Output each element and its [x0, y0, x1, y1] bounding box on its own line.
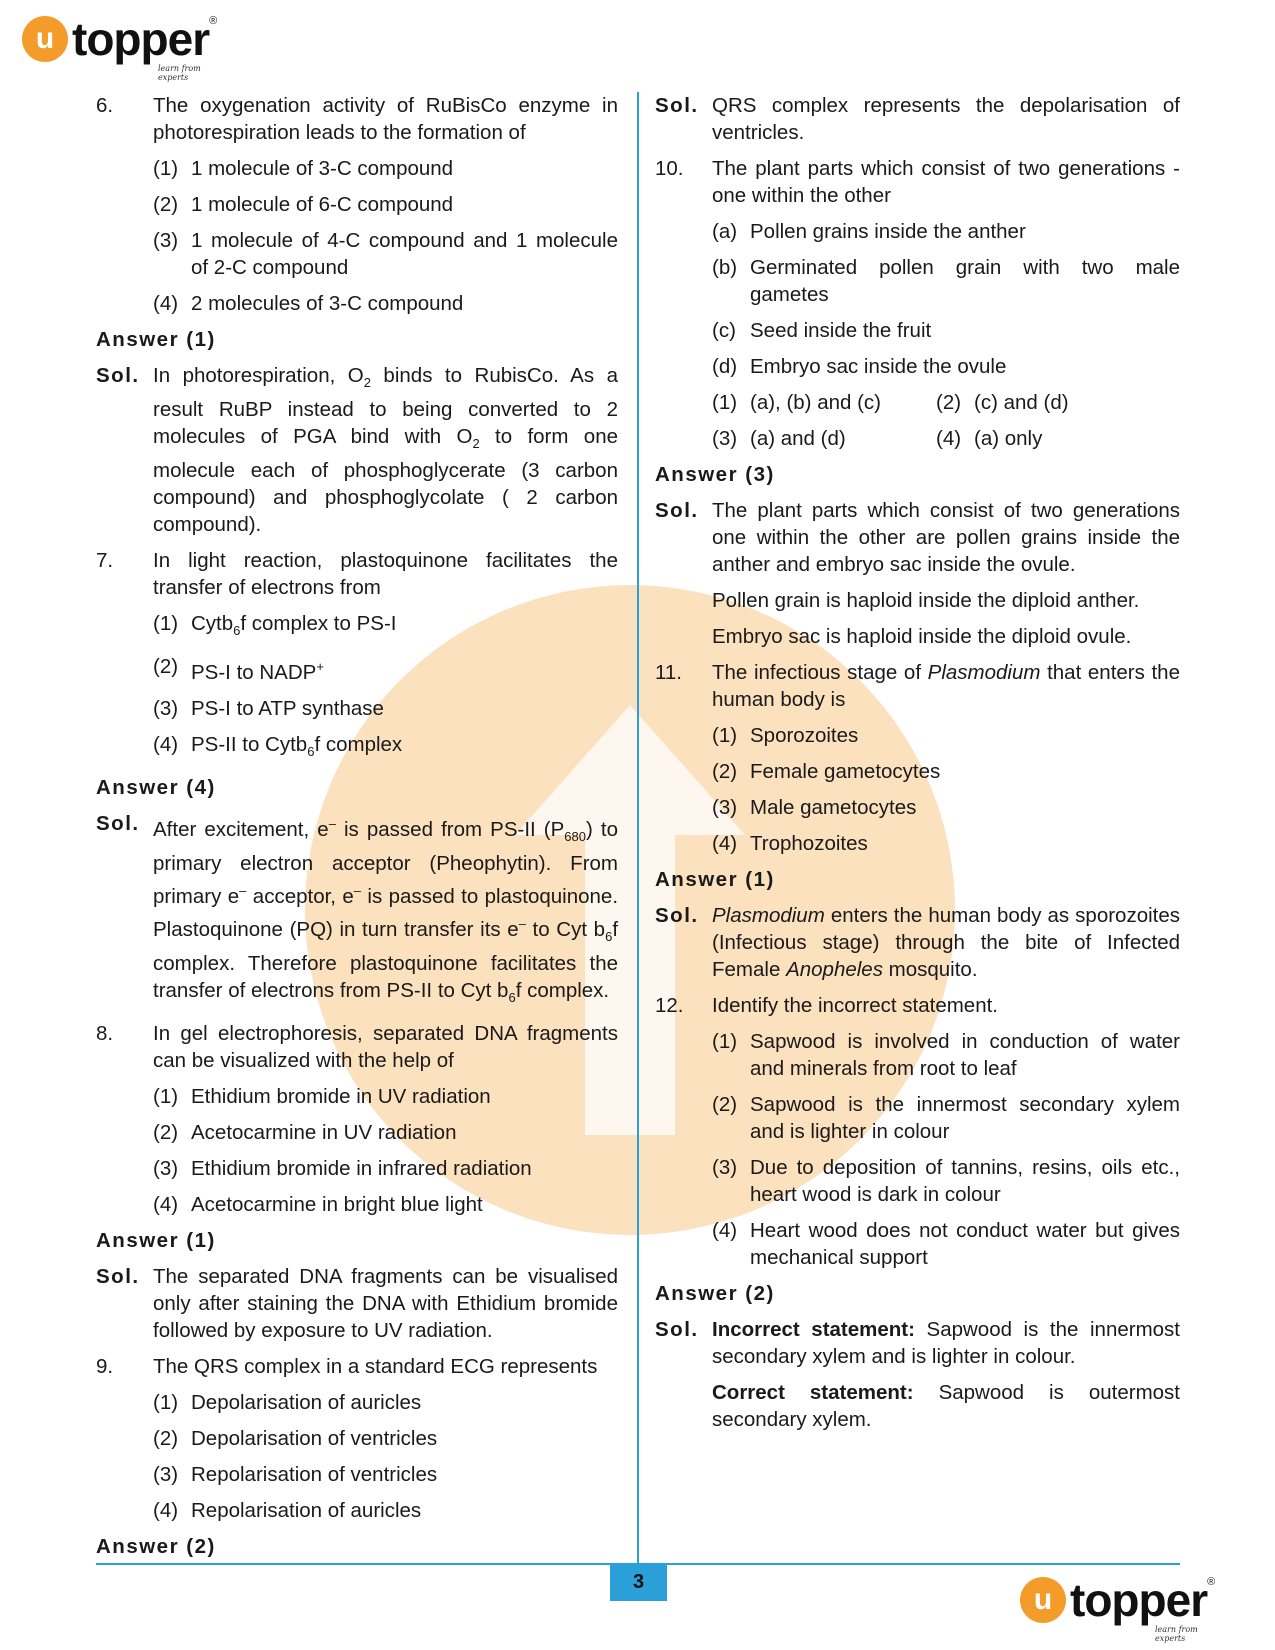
solution-text: After excitement, e– is passed from PS-II $(P_{680})$ to primary electron acceptor (Pheophytin). From primary e– acceptor, e– is passed to plastoquinone. Plastoquinone (PQ) in turn transfer its e– to Cyt $b_6f$ complex. Therefore plastoquinone facilitates the transfer of electrons from PS-II to Cyt $b_6f$ complex. [153, 816, 619, 1005]
left-column [96, 92, 618, 1569]
solution [655, 902, 1180, 983]
solution-paragraph: Pollen grain is haploid inside the diploid anther. [712, 589, 1140, 612]
answer: Answer (2) [96, 1534, 216, 1558]
question-text: Identify the incorrect statement. [712, 994, 998, 1017]
option: (1) Ethidium bromide in UV radiation [153, 1084, 491, 1108]
option: (2) Acetocarmine in UV radiation [153, 1120, 457, 1144]
solution-paragraph: Correct statement: Sapwood is outermost secondary xylem. [712, 1381, 1180, 1431]
topper-badge-icon: u [22, 16, 68, 62]
option: (4) Repolarisation of auricles [153, 1498, 422, 1522]
option: (2) Female gametocytes [712, 760, 941, 783]
solution [96, 362, 618, 538]
answer: Answer (1) [655, 868, 775, 891]
solution [655, 92, 1180, 146]
question-9 [96, 1353, 618, 1380]
option: (3) Male gametocytes [712, 796, 917, 819]
question-text: The oxygenation activity of RuBisCo enzyme in photorespiration leads to the formation of [153, 94, 618, 144]
option: (1) 1 molecule of 3-C compound [153, 157, 454, 180]
question-text: The infectious stage of Plasmodium that enters the human body is [712, 661, 1180, 711]
solution-label: Sol. [96, 1264, 140, 1288]
option: (4) Acetocarmine in bright blue light [153, 1192, 483, 1216]
option: (1) (a), (b) and (c) [712, 391, 881, 414]
answer: Answer (1) [96, 328, 216, 351]
option: (1) Cytb$_6$f complex to PS-I [153, 612, 397, 639]
brand-name: topper [72, 13, 210, 65]
option: (4) (a) only [936, 427, 1043, 450]
option: (3) Ethidium bromide in infrared radiation [153, 1156, 532, 1180]
solution [96, 810, 618, 1011]
brand-name: topper [1070, 1574, 1208, 1626]
solution-text: The plant parts which consist of two generations one within the other are pollen grains inside the anther and embryo sac inside the ovule. [712, 499, 1180, 576]
question-text: The plant parts which consist of two generations - one within the other [712, 157, 1180, 207]
solution-text: The separated DNA fragments can be visualised only after staining the DNA with Ethidium bromide followed by exposure to UV radiation. [153, 1264, 618, 1342]
registered-mark: ® [1207, 1576, 1216, 1588]
question-text: In light reaction, plastoquinone facilitates the transfer of electrons from [153, 549, 618, 600]
topper-logo [22, 13, 218, 82]
option: (4) Trophozoites [712, 832, 868, 855]
option: (2) 1 molecule of 6-C compound [153, 193, 454, 216]
option-row [712, 389, 1180, 416]
option: (3) Repolarisation of ventricles [153, 1462, 438, 1486]
question-11 [655, 659, 1180, 713]
topper-logo-footer [1020, 1574, 1216, 1643]
answer: Answer (3) [655, 463, 775, 486]
question-number: 7. [96, 549, 114, 573]
registered-mark: ® [209, 15, 218, 27]
column-divider [637, 92, 639, 1564]
option: (4) 2 molecules of 3-C compound [153, 292, 464, 315]
question-7 [96, 547, 618, 601]
statement-item: (a) Pollen grains inside the anther [712, 220, 1026, 243]
question-6 [96, 92, 618, 146]
solution-text: QRS complex represents the depolarisation of ventricles. [712, 94, 1180, 144]
statement-item: (c) Seed inside the fruit [712, 319, 932, 342]
option: (1) Sporozoites [712, 724, 859, 747]
question-text: In gel electrophoresis, separated DNA fragments can be visualized with the help of [153, 1021, 618, 1072]
solution [655, 1316, 1180, 1370]
answer: Answer (1) [96, 1228, 216, 1252]
answer: Answer (4) [96, 776, 216, 800]
page-number: 3 [610, 1563, 667, 1601]
option: (4) Heart wood does not conduct water but gives mechanical support [712, 1219, 1180, 1269]
question-text: The QRS complex in a standard ECG represents [153, 1354, 598, 1378]
solution [655, 497, 1180, 578]
option: (2) (c) and (d) [936, 391, 1069, 414]
solution-label: Sol. [96, 812, 140, 836]
brand-tagline: learn from experts [1155, 1625, 1198, 1643]
option: (4) PS-II to Cytb$_6$f complex [153, 733, 403, 760]
question-8 [96, 1020, 618, 1074]
solution-label: Sol. [655, 94, 699, 117]
solution-text: Incorrect statement: Sapwood is the innermost secondary xylem and is lighter in colour. [712, 1318, 1180, 1368]
question-number: 11. [655, 661, 682, 684]
option-row [712, 425, 1180, 452]
solution-label: Sol. [655, 499, 699, 522]
question-number: 9. [96, 1354, 114, 1378]
option: (3) 1 molecule of 4-C compound and 1 molecule of 2-C compound [153, 229, 618, 279]
option: (2) Sapwood is the innermost secondary xylem and is lighter in colour [712, 1093, 1180, 1143]
solution-label: Sol. [96, 364, 140, 387]
option: (1) Sapwood is involved in conduction of water and minerals from root to leaf [712, 1030, 1180, 1080]
option: (2) Depolarisation of ventricles [153, 1426, 438, 1450]
solution-label: Sol. [655, 1318, 699, 1341]
option: (3) Due to deposition of tannins, resins, oils etc., heart wood is dark in colour [712, 1156, 1180, 1206]
question-number: 6. [96, 94, 114, 117]
right-column [655, 92, 1180, 1442]
answer: Answer (2) [655, 1282, 775, 1305]
option: (3) PS-I to ATP synthase [153, 697, 384, 721]
question-12 [655, 992, 1180, 1019]
solution [96, 1263, 618, 1344]
brand-tagline: learn from experts [158, 64, 201, 82]
solution-paragraph: Embryo sac is haploid inside the diploid ovule. [712, 625, 1132, 648]
option: (2) PS-I to NADP+ [153, 655, 324, 685]
solution-text: In photorespiration, $O_2$ binds to RubisCo. As a result RuBP instead to being converted to 2 molecules of PGA bind with $O_2$ to form one molecule each of phosphoglycerate (3 carbon compound) and phosphoglycolate ( 2 carbon compound). [153, 364, 619, 537]
option: (1) Depolarisation of auricles [153, 1390, 422, 1414]
question-10 [655, 155, 1180, 209]
topper-badge-icon: u [1020, 1577, 1066, 1623]
solution-text: Plasmodium enters the human body as sporozoites (Infectious stage) through the bite of Infected Female Anopheles mosquito. [712, 904, 1180, 981]
statement-item: (d) Embryo sac inside the ovule [712, 355, 1007, 378]
question-number: 8. [96, 1021, 114, 1045]
statement-item: (b) Germinated pollen grain with two male gametes [712, 256, 1180, 306]
solution-label: Sol. [655, 904, 699, 927]
option: (3) (a) and (d) [712, 427, 846, 450]
question-number: 10. [655, 157, 684, 180]
question-number: 12. [655, 994, 684, 1017]
